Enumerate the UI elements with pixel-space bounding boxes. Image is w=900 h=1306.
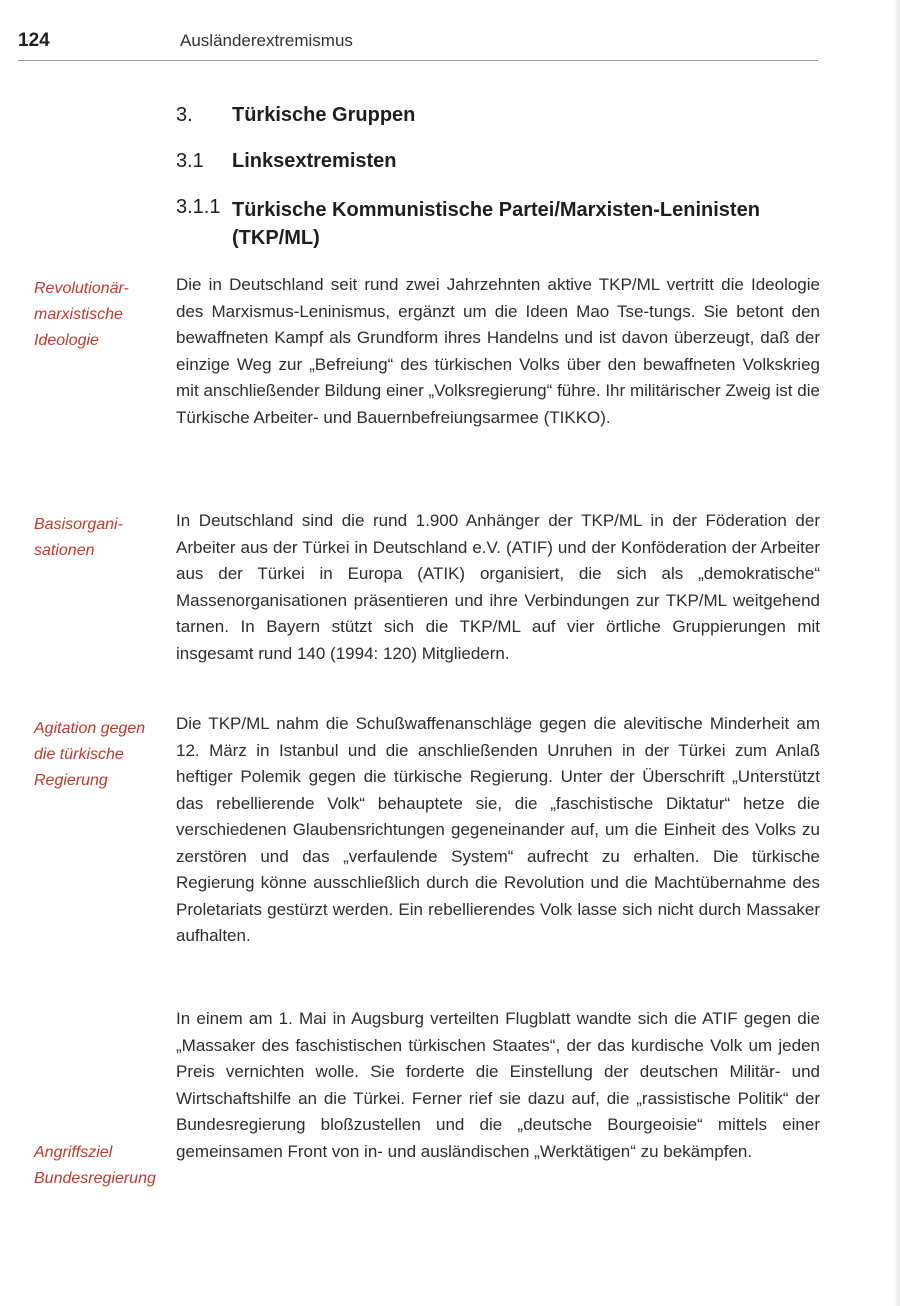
heading-number: 3.1 (176, 150, 204, 172)
heading-title: Linksextremisten (232, 150, 397, 172)
page-header (18, 30, 818, 60)
margin-note: Angriffsziel Bundesregierung (34, 1144, 156, 1187)
body-paragraph: Die in Deutschland seit rund zwei Jahrzehnten aktive TKP/ML vertritt die Ideologie des Marxismus-Leninismus, ergänzt um die Ideen Mao Tse-tungs. Sie betont den bewaffneten Kampf als Grundform ihres Handelns und ist davon überzeugt, daß der einzige Weg zur „Befreiung“ des türkischen Volks über den bewaffneten Volkskrieg mit anschließender Bildung einer „Volksregierung“ führe. Ihr militärischer Zweig ist die Türkische Arbeiter- und Bauernbefreiungsarmee (TIKKO). (176, 275, 820, 427)
heading-level-1 (176, 104, 415, 127)
page-edge-shadow (894, 0, 900, 1306)
margin-note: Agitation gegen die türkische Regierung (34, 720, 146, 789)
body-paragraph: Die TKP/ML nahm die Schußwaffenanschläge gegen die alevitische Minderheit am 12. März in Istanbul und die anschließenden Unruhen in der Türkei zum Anlaß heftiger Polemik gegen die türkische Regierung. Unter der Überschrift „Unterstützt das rebellierende Volk“ behauptete sie, die „faschistische Diktatur“ hetze die verschiedenen Glaubensrichtungen gegeneinander auf, um die Einheit des Volks zu zerstören und das „verfaulende System“ aufrecht zu erhalten. Die türkische Regierung könne ausschließlich durch die Revolution und die Machtübernahme des Proletariats gestürzt werden. Ein rebellierendes Volk lasse sich nicht durch Massaker aufhalten. (176, 714, 820, 945)
heading-title: Türkische Gruppen (232, 104, 416, 126)
heading-level-2 (176, 150, 397, 173)
header-rule (18, 60, 818, 61)
running-title: Ausländerextremismus (180, 31, 353, 50)
heading-number: 3. (176, 104, 193, 126)
heading-number: 3.1.1 (176, 196, 221, 218)
body-paragraph: In Deutschland sind die rund 1.900 Anhänger der TKP/ML in der Föderation der Arbeiter aus der Türkei in Deutschland e.V. (ATIF) und der Konföderation der Arbeiter aus der Türkei in Europa (ATIK) organisiert, die sich als „demokratische“ Massenorganisationen präsentieren und ihre Verbindungen zur TKP/ML weitgehend tarnen. In Bayern stützt sich die TKP/ML auf vier örtliche Gruppierungen mit insgesamt rund 140 (1994: 120) Mitgliedern. (176, 511, 820, 663)
margin-note: Revolutionär-marxistische Ideologie (34, 280, 129, 349)
heading-title: Türkische Kommunistische Partei/Marxisten-Leninisten (TKP/ML) (232, 199, 760, 249)
page-number: 124 (18, 30, 50, 51)
body-paragraph: In einem am 1. Mai in Augsburg verteilten Flugblatt wandte sich die ATIF gegen die „Massaker des faschistischen türkischen Staates“, der das kurdische Volk um jeden Preis vernichten wolle. Sie forderte die Einstellung der deutschen Militär- und Wirtschaftshilfe an die Türkei. Ferner rief sie dazu auf, die „rassistische Politik“ der Bundesregierung bloßzustellen und die „deutsche Bourgeoisie“ mittels einer gemeinsamen Front von in- und ausländischen „Werktätigen“ zu bekämpfen. (176, 1009, 820, 1161)
margin-note: Basisorgani-sationen (34, 516, 123, 559)
